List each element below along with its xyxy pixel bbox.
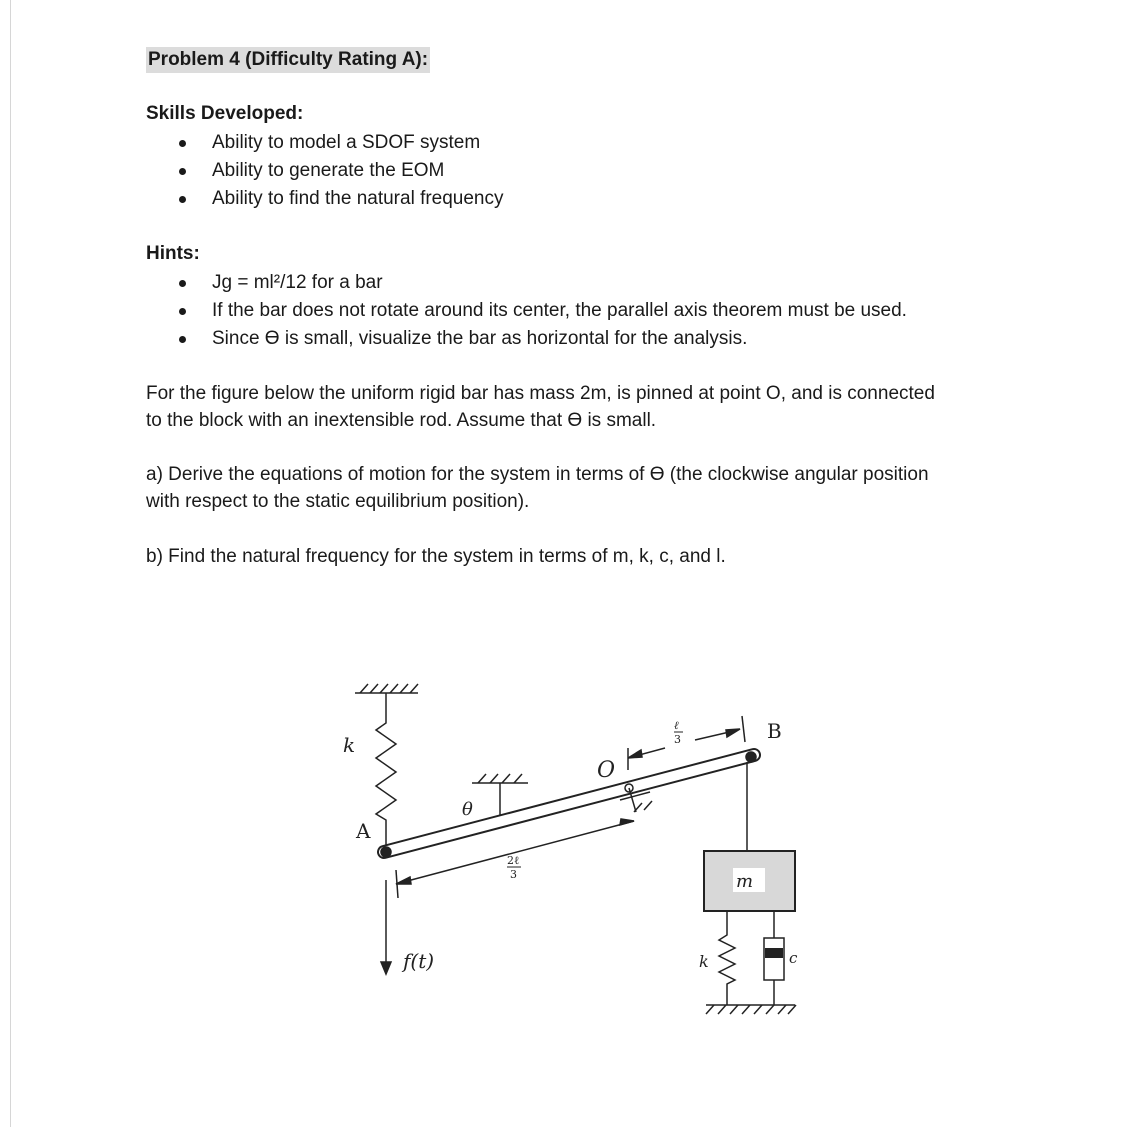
spring-top <box>376 693 396 852</box>
dim-arrow-left <box>396 877 411 884</box>
ground-bottom-hatch <box>706 1005 796 1014</box>
dim-arrow-B <box>726 729 740 737</box>
label-theta: θ <box>462 799 473 820</box>
skill-item: Ability to generate the EOM <box>212 160 445 181</box>
label-c: c <box>789 949 798 967</box>
hint-item: If the bar does not rotate around its center, the parallel axis theorem must be used. <box>212 300 907 321</box>
intro-line-2: to the block with an inextensible rod. Assume that ϴ is small. <box>146 410 657 431</box>
part-a-line-2: with respect to the static equilibrium position). <box>146 491 530 512</box>
pivot-hatch <box>634 801 652 812</box>
label-A: A <box>356 819 371 843</box>
damper-cylinder <box>764 938 784 980</box>
label-m: m <box>736 871 754 892</box>
point-A-marker <box>381 847 391 857</box>
hint-item: Jg = ml²/12 for a bar <box>212 272 383 293</box>
label-force: f(t) <box>403 949 435 973</box>
hint-item: Since ϴ is small, visualize the bar as horizontal for the analysis. <box>212 328 748 349</box>
label-O: O <box>597 758 616 783</box>
skill-item: Ability to find the natural frequency <box>212 188 504 209</box>
dim-l3-numerator: ℓ <box>674 719 679 732</box>
point-B-marker <box>746 752 756 762</box>
dim-arrow-O <box>628 750 642 758</box>
dim-arrow-right <box>620 819 634 825</box>
skills-heading: Skills Developed: <box>146 103 304 124</box>
ground-hatch <box>360 684 418 693</box>
label-k-bottom: k <box>699 952 709 971</box>
problem-title: Problem 4 (Difficulty Rating A): <box>146 47 430 73</box>
part-b: b) Find the natural frequency for the system in terms of m, k, c, and l. <box>146 546 726 567</box>
damper-piston <box>765 948 783 958</box>
dim-tick-B <box>742 716 745 742</box>
theta-ground-hatch <box>478 774 522 783</box>
dim-l3-denominator: 3 <box>674 733 681 746</box>
label-k-top: k <box>343 733 356 757</box>
force-arrow-head <box>381 962 391 974</box>
spring-bottom <box>719 911 735 1005</box>
skill-item: Ability to model a SDOF system <box>212 132 481 153</box>
dim-2l3-denominator: 3 <box>510 868 517 881</box>
dim-2l3-numerator: 2ℓ <box>507 854 520 867</box>
part-a-line-1: a) Derive the equations of motion for the system in terms of ϴ (the clockwise angular position <box>146 464 929 485</box>
label-B: B <box>767 719 782 743</box>
hints-heading: Hints: <box>146 243 200 264</box>
intro-line-1: For the figure below the uniform rigid bar has mass 2m, is pinned at point O, and is connected <box>146 383 935 404</box>
